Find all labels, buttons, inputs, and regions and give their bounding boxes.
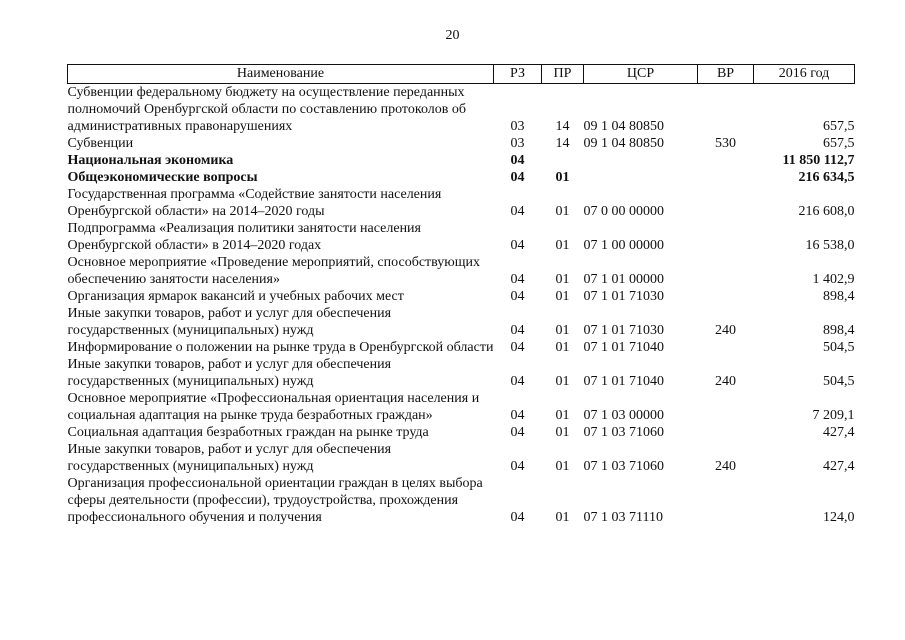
row-pr: 01	[555, 459, 570, 474]
table-row	[68, 441, 855, 475]
row-vr	[698, 254, 754, 288]
row-vr	[698, 339, 754, 356]
row-sum: 427,4	[823, 425, 855, 440]
row-vr: 240	[715, 323, 736, 338]
row-vr	[698, 475, 754, 526]
row-pr: 01	[555, 204, 570, 219]
row-pr: 14	[555, 136, 570, 151]
row-rz: 04	[510, 374, 525, 389]
row-vr	[698, 152, 754, 169]
row-csr	[584, 169, 698, 186]
row-vr: 240	[715, 459, 736, 474]
table-row	[68, 169, 855, 186]
row-name: Иные закупки товаров, работ и услуг для обеспечения государственных (муниципальных) нужд	[67, 306, 392, 338]
row-csr: 07 1 03 71060	[583, 459, 664, 474]
row-pr: 01	[555, 170, 570, 185]
row-rz: 04	[510, 289, 525, 304]
row-pr: 01	[555, 323, 570, 338]
row-rz: 03	[510, 119, 525, 134]
table-row	[68, 475, 855, 526]
header-vr: ВР	[698, 65, 754, 84]
row-csr: 09 1 04 80850	[583, 136, 664, 151]
row-rz: 04	[510, 170, 525, 185]
row-pr: 14	[555, 119, 570, 134]
row-csr: 07 1 03 71060	[583, 425, 664, 440]
table-header-row	[68, 65, 855, 84]
row-sum: 216 608,0	[798, 204, 855, 219]
row-sum: 11 850 112,7	[782, 153, 855, 168]
row-rz: 04	[510, 340, 525, 355]
page-number: 20	[445, 28, 460, 43]
header-csr: ЦСР	[584, 65, 698, 84]
budget-table	[67, 64, 855, 526]
row-pr: 01	[555, 425, 570, 440]
row-sum: 504,5	[823, 374, 855, 389]
table-row	[68, 305, 855, 339]
row-sum: 504,5	[823, 340, 855, 355]
row-csr: 07 1 03 71110	[583, 510, 663, 525]
row-pr	[542, 152, 584, 169]
table-row	[68, 186, 855, 220]
row-vr	[698, 288, 754, 305]
row-rz: 04	[510, 408, 525, 423]
table-row	[68, 339, 855, 356]
row-name: Организация профессиональной ориентации граждан в целях выбора сферы деятельности (профессии), трудоустройства, прохождения профессионального обучения и получения	[67, 476, 483, 525]
row-csr: 09 1 04 80850	[583, 119, 664, 134]
row-pr: 01	[555, 374, 570, 389]
row-vr: 240	[715, 374, 736, 389]
row-rz: 04	[510, 425, 525, 440]
row-name: Государственная программа «Содействие занятости населения Оренбургской области» на 2014–2020 годы	[67, 187, 442, 219]
row-sum: 657,5	[823, 119, 855, 134]
row-vr	[698, 84, 754, 136]
table-row	[68, 152, 855, 169]
row-rz: 04	[510, 272, 525, 287]
row-name: Субвенции	[67, 136, 134, 151]
row-sum: 898,4	[823, 323, 855, 338]
row-name: Основное мероприятие «Профессиональная ориентация населения и социальная адаптация на рынке труда безработных граждан»	[67, 391, 480, 423]
row-vr: 530	[715, 136, 736, 151]
row-pr: 01	[555, 408, 570, 423]
row-sum: 124,0	[823, 510, 855, 525]
row-csr: 07 1 01 71030	[583, 289, 664, 304]
table-row	[68, 356, 855, 390]
row-name: Информирование о положении на рынке труда в Оренбургской области	[67, 340, 494, 355]
row-pr: 01	[555, 510, 570, 525]
row-name: Иные закупки товаров, работ и услуг для обеспечения государственных (муниципальных) нужд	[67, 442, 392, 474]
table-row	[68, 135, 855, 152]
row-rz: 04	[510, 153, 525, 168]
row-pr: 01	[555, 272, 570, 287]
row-sum: 657,5	[823, 136, 855, 151]
row-csr: 07 1 01 00000	[583, 272, 664, 287]
row-sum: 16 538,0	[805, 238, 855, 253]
row-csr: 07 0 00 00000	[583, 204, 664, 219]
row-sum: 1 402,9	[812, 272, 855, 287]
row-pr: 01	[555, 340, 570, 355]
row-name: Организация ярмарок вакансий и учебных рабочих мест	[67, 289, 404, 304]
row-sum: 7 209,1	[812, 408, 855, 423]
row-name: Подпрограмма «Реализация политики занятости населения Оренбургской области» в 2014–2020 годах	[67, 221, 421, 253]
header-rz: РЗ	[494, 65, 542, 84]
row-vr	[698, 424, 754, 441]
row-name: Общеэкономические вопросы	[67, 170, 258, 185]
row-csr: 07 1 00 00000	[583, 238, 664, 253]
row-csr: 07 1 01 71040	[583, 374, 664, 389]
header-sum: 2016 год	[754, 65, 855, 84]
row-vr	[698, 186, 754, 220]
row-rz: 04	[510, 459, 525, 474]
row-rz: 04	[510, 204, 525, 219]
table-row	[68, 390, 855, 424]
row-sum: 216 634,5	[798, 170, 855, 185]
row-vr	[698, 390, 754, 424]
row-sum: 427,4	[823, 459, 855, 474]
row-name: Субвенции федеральному бюджету на осуществление переданных полномочий Оренбургской области по составлению протоколов об административных правонарушениях	[67, 85, 466, 134]
row-name: Иные закупки товаров, работ и услуг для обеспечения государственных (муниципальных) нужд	[67, 357, 392, 389]
header-name: Наименование	[68, 65, 494, 84]
table-row	[68, 220, 855, 254]
row-csr: 07 1 03 00000	[583, 408, 664, 423]
table-row	[68, 424, 855, 441]
row-rz: 04	[510, 238, 525, 253]
table-row	[68, 84, 855, 136]
row-pr: 01	[555, 238, 570, 253]
row-csr: 07 1 01 71040	[583, 340, 664, 355]
table-row	[68, 288, 855, 305]
row-name: Социальная адаптация безработных граждан на рынке труда	[67, 425, 429, 440]
row-pr: 01	[555, 289, 570, 304]
header-pr: ПР	[542, 65, 584, 84]
row-csr: 07 1 01 71030	[583, 323, 664, 338]
row-vr	[698, 220, 754, 254]
table-row	[68, 254, 855, 288]
row-rz: 04	[510, 323, 525, 338]
row-vr	[698, 169, 754, 186]
row-sum: 898,4	[823, 289, 855, 304]
row-name: Национальная экономика	[67, 153, 234, 168]
row-rz: 03	[510, 136, 525, 151]
row-csr	[584, 152, 698, 169]
row-rz: 04	[510, 510, 525, 525]
row-name: Основное мероприятие «Проведение мероприятий, способствующих обеспечению занятости населения»	[67, 255, 481, 287]
